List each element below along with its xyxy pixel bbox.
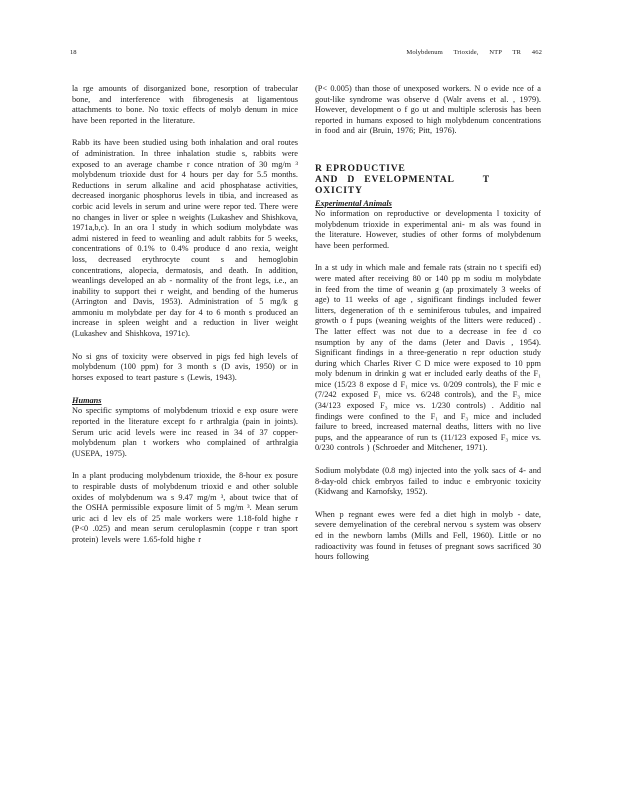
section-heading-part-b: T OXICITY [315, 173, 490, 196]
paragraph: Sodium molybdate (0.8 mg) injected into the yolk sacs of 4- and 8-day-old chick embryos failed to induc e embryonic toxicity (Kidwang and Karnofsky, 1952). [315, 466, 541, 497]
paragraph: Rabb its have been studied using both inhalation and oral routes of administration. In three inhalation studie s, rabbits were exposed to an average chambe r conce ntration of 30 mg/m ³ molybdenum trioxide dust for 4 hours per day for 5.5 months. Reductions in serum alkaline and acid phosphatase activities, decreased inorganic phosphorus levels in tibia, and increased as corbic acid levels in serum and urine were repor ted. There were no changes in liver or splee n weights (Lukashev and Shishkova, 1971a,b,c). In an ora l study in which sodium molybdate was admi nistered in feed to weanling and adult rabbits for 5 weeks, concentrations of 0.1% to 0.4% produce d ano rexia, weight loss, decreased erythrocyte count s and hemoglobin concentrations, alopecia, dermatosis, and death. In addition, weanlings developed an ab - normality of the front legs, i.e., an inability to support thei r weight, and bending of the humerus (Arrington and Davis, 1953). Administration of 5 mg/k g ammoniu m molybdate per day for 4 to 6 month s produced an increase in spleen weight and a reduction in liver weight (Lukashev and Shishkova, 1971c). [72, 138, 298, 339]
paragraph: la rge amounts of disorganized bone, resorption of trabecular bone, and interference with fibrogenesis at ligamentous attachments to bone. No toxic effects of molyb denum in mice have been reported in the literature. [72, 84, 298, 125]
left-column [72, 84, 298, 558]
section-heading-line2 [315, 174, 541, 196]
experimental-animals-subheading: Experimental Animals [315, 198, 392, 208]
paragraph: No si gns of toxicity were observed in pigs fed high levels of molybdenum (100 ppm) for 3 month s (D avis, 1950) or in horses exposed to teart pasture s (Lewis, 1943). [72, 351, 298, 382]
section-heading-line1: R EPRODUCTIVE [315, 162, 406, 174]
section-heading-part-a: AND D EVELOPMENTAL [315, 173, 455, 185]
right-column [315, 84, 541, 575]
paragraph: (P< 0.005) than those of unexposed workers. N o evide nce of a gout-like syndrome was observe d (Walr avens et al. , 1979). However, development o f go ut and multiple sclerosis has been reported in humans exposed to high molybdenum concentrations in food and air (Bruin, 1976; Pitt, 1976). [315, 84, 541, 136]
running-title: Molybdenum Trioxide, NTP TR 462 [406, 49, 542, 56]
humans-subheading: Humans [72, 396, 102, 406]
paragraph: In a st udy in which male and female rats (strain no t specifi ed) were mated after receiving 80 or 140 pp m sodiu m molybdate in feed from the time of weanin g (ap proximately 3 weeks of age) to 11 weeks of age , significant findings included fewer litters, degeneration of th e seminiferous tubules, and impaired growth o f pups (weaning weights of the litters were reduced) . The latter effect was not due to a decrease in fee d co nsumption by any of the dams (Jeter and Davis , 1954). Significant findings in a three-generatio n repr oduction study during which Charles River C D mice were exposed to 10 ppm moly bdenum in drinkin g wat er included early deaths of the F₁ mice (15/23 8 expose d F₁ mice vs. 0/209 controls), the F mic e (7/242 exposed F₁ mice vs. 6/248 controls), and the F₃ mice (34/123 exposed F₃ mice vs. 1/230 controls) . Additio nal findings were confined to the F₁ and F₃ mice and included failure to breed, increased maternal deaths, litters with no live pups, and the appearance of run ts (11/123 exposed F₃ mice vs. 0/230 controls ) (Schroeder and Mitchener, 1971). [315, 263, 541, 453]
spacer [315, 149, 541, 163]
paragraph: No information on reproductive or developmenta l toxicity of molybdenum trioxide in experimental ani- m als was found in the literature. However, studies of other forms of molybdenum have been performed. [315, 208, 541, 250]
paragraph: In a plant producing molybdenum trioxide, the 8-hour ex posure to respirable dusts of molybdenum trioxid e and other soluble oxides of molybdenum wa s 9.47 mg/m ³, about twice that of the OSHA permissible exposure limit of 5 mg/m ³. Mean serum uric aci d lev els of 25 male workers were 1.18-fold highe r (P<0 .025) and mean serum ceruloplasmin (coppe r tran sport protein) levels were 1.65-fold highe r [72, 471, 298, 544]
page-header [70, 49, 542, 61]
section-heading [315, 163, 541, 196]
paragraph: When p regnant ewes were fed a diet high in molyb - date, severe demyelination of the cerebral nervou s system was observ ed in the newborn lambs (Mills and Fell, 1960). Little or no radioactivity was found in fetuses of pregnant sows sacrificed 30 hours following [315, 509, 541, 562]
page-number: 18 [70, 49, 77, 56]
paragraph: No specific symptoms of molybdenum trioxid e exp osure were reported in the literature except fo r arthralgia (pain in joints). Serum uric acid levels were inc reased in 34 of 37 copper-molybdenum plan t workers who complained of arthralgia (USEPA, 1975). [72, 406, 298, 458]
